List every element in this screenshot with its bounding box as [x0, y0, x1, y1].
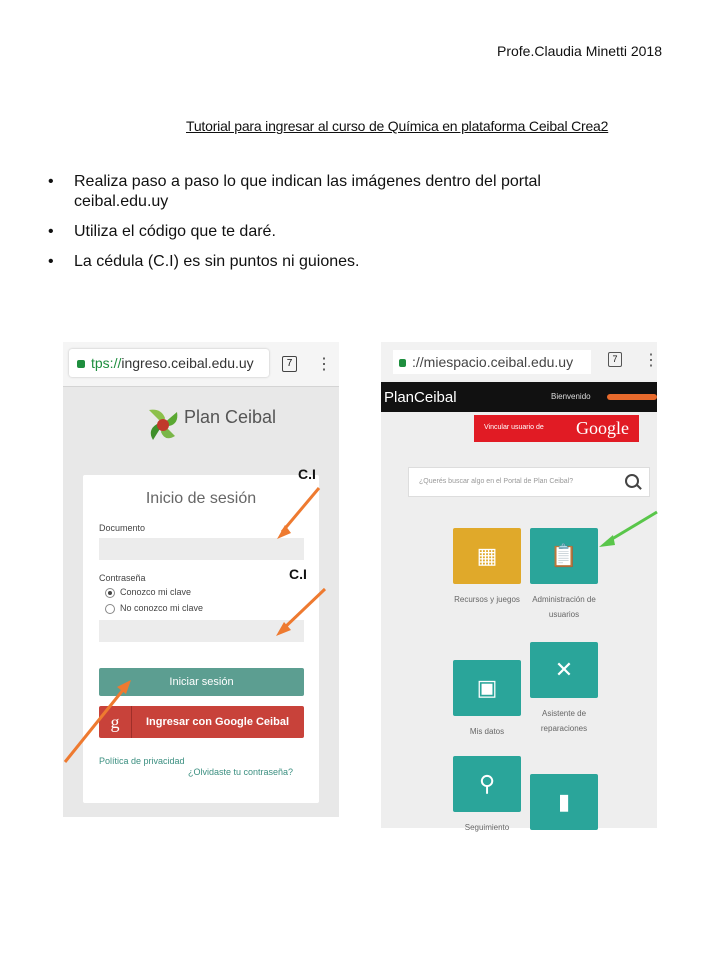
- portal-brand: PlanCeibal: [384, 389, 457, 406]
- bullet-icon: •: [48, 253, 54, 270]
- google-g-icon: g: [99, 706, 132, 738]
- portal-screenshot: [381, 342, 659, 832]
- arrowhead-icon: [277, 525, 291, 539]
- tile-label: Asistente de reparaciones: [540, 709, 588, 733]
- login-heading: Inicio de sesión: [145, 490, 257, 507]
- annotation-ci-document: C.I: [298, 466, 316, 482]
- tile-label: Seguimiento: [464, 823, 510, 832]
- password-label: Contraseña: [99, 573, 146, 583]
- clipboard-icon: 📋: [550, 543, 578, 568]
- grid-icon: ▦: [476, 543, 498, 568]
- id-card-icon: ▣: [476, 675, 498, 700]
- tools-icon: ✕: [554, 657, 574, 682]
- kebab-menu-icon[interactable]: ⋮: [316, 356, 332, 373]
- portal-search-input[interactable]: ¿Querés buscar algo en el Portal de Plan Ceibal?: [408, 467, 650, 497]
- brand-name: Plan Ceibal: [184, 407, 277, 427]
- arrow-to-password: [282, 589, 325, 630]
- instruction-list: [48, 172, 608, 282]
- document-label: Documento: [99, 523, 146, 533]
- arrowhead-icon: [599, 535, 615, 547]
- arrow-to-document: [282, 488, 319, 532]
- author-line: Profe.Claudia Minetti 2018: [497, 43, 662, 59]
- list-item: • Utiliza el código que te daré.: [48, 223, 276, 240]
- search-doc-icon: ⚲: [478, 771, 496, 796]
- login-screenshot: [63, 342, 339, 817]
- radio-known-key[interactable]: Conozco mi clave: [105, 587, 191, 598]
- list-item: • La cédula (C.I) es sin puntos ni guiones.: [48, 253, 360, 270]
- annotation-arrows: [63, 342, 339, 817]
- annotation-ci-password: C.I: [289, 566, 307, 582]
- address-bar[interactable]: ://miespacio.ceibal.edu.uy: [393, 350, 591, 374]
- forgot-password-link[interactable]: ¿Olvidaste tu contraseña?: [188, 767, 294, 777]
- radio-unknown-key[interactable]: No conozco mi clave: [105, 603, 203, 614]
- google-login-button[interactable]: g Ingresar con Google Ceibal: [99, 706, 304, 738]
- welcome-text: Bienvenido: [551, 392, 591, 401]
- kebab-menu-icon[interactable]: ⋮: [643, 352, 659, 369]
- arrowhead-icon: [117, 680, 131, 694]
- annotation-arrows: [381, 342, 657, 828]
- login-button[interactable]: Iniciar sesión: [99, 668, 304, 696]
- page-title: Tutorial para ingresar al curso de Química en plataforma Ceibal Crea2: [186, 118, 609, 134]
- arrow-to-admin-tile: [607, 512, 657, 542]
- bullet-icon: •: [48, 173, 54, 190]
- link-google-button[interactable]: Vincular usuario de Google: [474, 415, 639, 442]
- tab-count-icon[interactable]: 7: [608, 352, 622, 367]
- tab-count-icon[interactable]: 7: [282, 356, 297, 372]
- bullet-icon: •: [48, 223, 54, 240]
- tile-label: Recursos y juegos: [454, 595, 520, 604]
- tile-label: Administración de usuarios: [532, 595, 596, 619]
- tile-label: Mis datos: [469, 727, 505, 736]
- list-item: • Realiza paso a paso lo que indican las imágenes dentro del portal ceibal.edu.uy: [48, 173, 541, 210]
- address-bar[interactable]: tps://ingreso.ceibal.edu.uy: [69, 349, 269, 377]
- book-icon: ▮: [557, 789, 571, 814]
- privacy-link[interactable]: Política de privacidad: [99, 756, 185, 766]
- arrow-to-login: [65, 690, 123, 762]
